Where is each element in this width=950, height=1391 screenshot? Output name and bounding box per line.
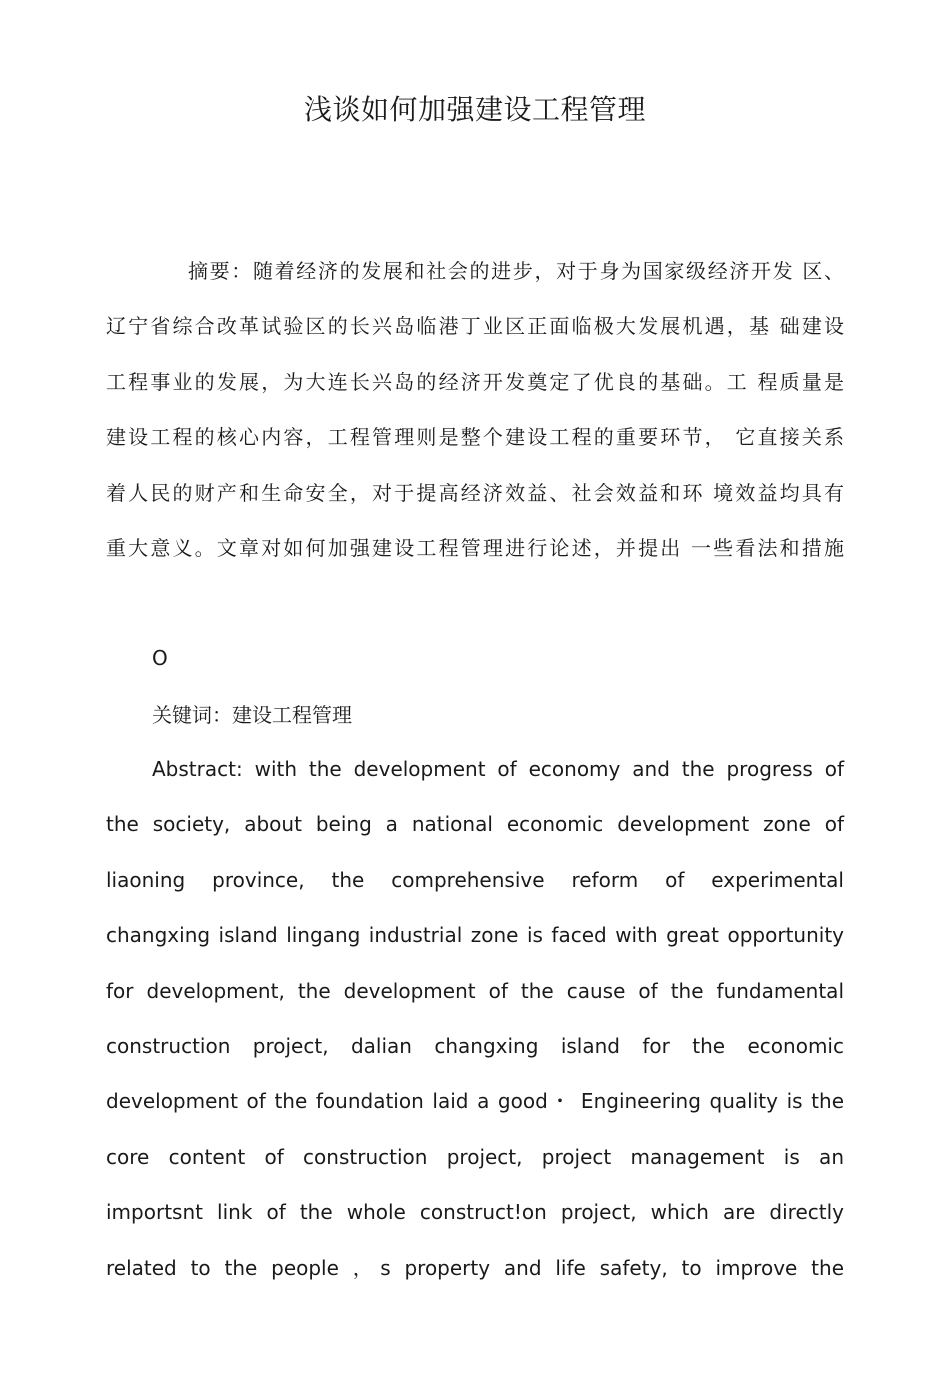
abstract-en-line: Abstract: with the development of economy and the progress of [152,757,844,781]
abstract-en-line: core content of construction project, project management is an [106,1144,844,1169]
abstract-cn-line: 着人民的财产和生命安全，对于提高经济效益、社会效益和环 境效益均具有 [106,480,844,505]
abstract-cn [106,244,844,576]
abstract-en-line: importsnt link of the whole construct!on project, which are directly [106,1200,844,1225]
abstract-en-line: construction project, dalian changxing island for the economic [106,1033,844,1058]
abstract-en-line: the society, about being a national economic development zone of [106,812,844,837]
abstract-en-line: liaoning province, the comprehensive reform of experimental [106,867,844,892]
abstract-cn-line: 建设工程的核心内容，工程管理则是整个建设工程的重要环节， 它直接关系 [106,425,844,450]
abstract-en-line: changxing island lingang industrial zone is faced with great opportunity [106,923,844,948]
abstract-cn-line: 辽宁省综合改革试验区的长兴岛临港丁业区正面临极大发展机遇，基 础建设 [106,314,844,339]
abstract-en-line: for development, the development of the cause of the fundamental [106,978,844,1003]
abstract-cn-line: 工程事业的发展，为大连长兴岛的经济开发奠定了优良的基础。工 程质量是 [106,369,844,394]
abstract-cn-line: 摘要：随着经济的发展和社会的进步，对于身为国家级经济开发 区、 [188,259,844,283]
abstract-en-line: development of the foundation laid a good・ Engineering quality is the [106,1089,844,1114]
document-title: 浅谈如何加强建设工程管理 [303,93,646,126]
trailing-character: O [152,646,168,670]
keywords-line: 关键词：建设工程管理 [152,703,352,727]
abstract-cn-line: 重大意义。文章对如何加强建设工程管理进行论述，并提出 一些看法和措施 [106,535,844,560]
abstract-en [106,742,844,1296]
abstract-en-line: related to the people ，s property and life safety, to improve the [106,1255,844,1280]
